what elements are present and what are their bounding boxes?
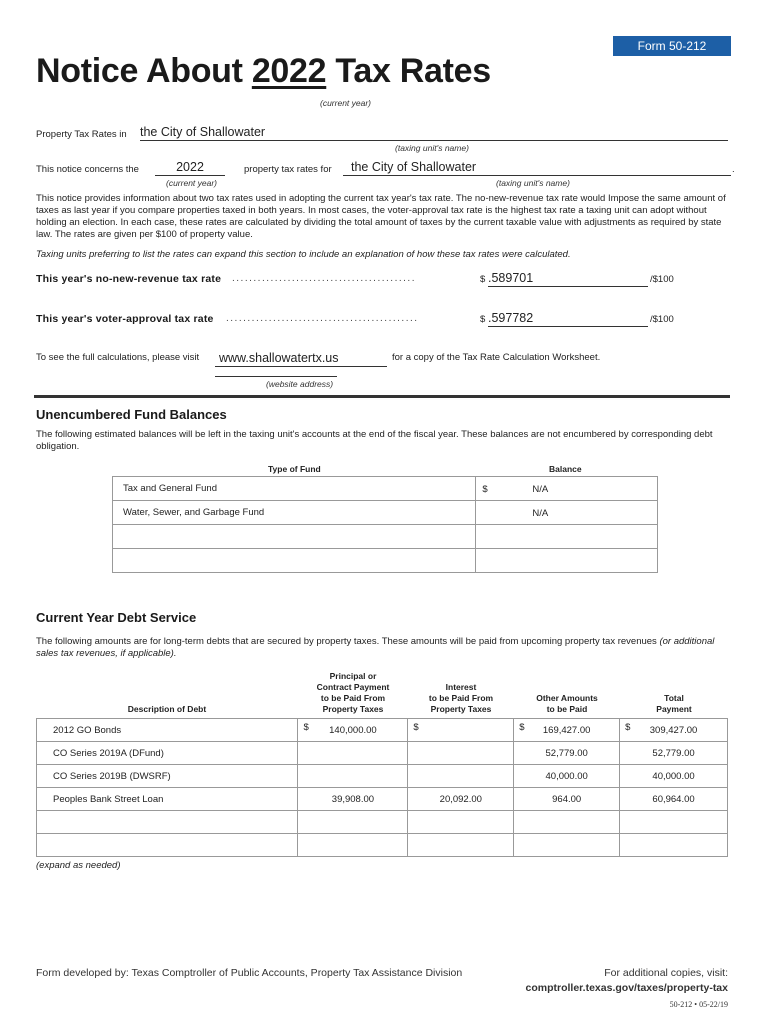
- amount-value: 52,779.00: [652, 747, 695, 759]
- debt-name: Peoples Bank Street Loan: [53, 793, 164, 805]
- section-divider: [34, 395, 730, 398]
- amount-value: 40,000.00: [545, 770, 588, 782]
- fund-balance-cell[interactable]: [476, 477, 658, 501]
- principal-h3: to be Paid From: [320, 693, 386, 703]
- dollar-sign: $: [303, 722, 309, 733]
- website-caption: (website address): [266, 379, 334, 389]
- title-year-caption: (current year): [320, 98, 372, 108]
- explanation-note: Taxing units preferring to list the rates can expand this section to include an explanation of how these tax rates were calculated.: [36, 249, 571, 260]
- debt-name: [43, 840, 53, 851]
- debt-principal-cell[interactable]: [298, 765, 408, 788]
- table-row: [37, 719, 728, 742]
- current-year-field[interactable]: 2022: [155, 160, 225, 176]
- dollar-sign: $: [625, 722, 631, 733]
- col-principal: [298, 671, 408, 715]
- other-h2: to be Paid: [546, 704, 588, 714]
- fund-type-cell[interactable]: [113, 525, 476, 549]
- no-new-revenue-rate-field[interactable]: .589701: [488, 271, 648, 287]
- property-rates-label: Property Tax Rates in: [36, 129, 127, 140]
- col-description-of-debt: Description of Debt: [127, 704, 207, 714]
- footer-credit: Form developed by: Texas Comptroller of Public Accounts, Property Tax Assistance Division: [36, 967, 463, 979]
- debt-interest-cell[interactable]: [408, 765, 514, 788]
- debt-description-cell[interactable]: [37, 719, 298, 742]
- dollar-sign: $: [519, 722, 525, 733]
- table-row: [37, 765, 728, 788]
- debt-total-cell[interactable]: [620, 788, 728, 811]
- debt-total-cell[interactable]: [620, 834, 728, 857]
- total-h1: Total: [664, 693, 684, 703]
- fund-dollar: $: [482, 484, 488, 495]
- fund-type-cell[interactable]: [113, 549, 476, 573]
- table-row: [113, 501, 658, 525]
- debt-interest-cell[interactable]: [408, 742, 514, 765]
- amount-value: 52,779.00: [545, 747, 588, 759]
- debt-description-cell[interactable]: [37, 834, 298, 857]
- voter-approval-per: /$100: [650, 314, 674, 325]
- table-row: [37, 742, 728, 765]
- website-underline-extra: [215, 368, 337, 377]
- debt-service-table: [36, 718, 728, 857]
- debt-principal-cell[interactable]: [298, 834, 408, 857]
- property-tax-rates-for-label: property tax rates for: [244, 164, 332, 175]
- fund-balance-cell[interactable]: [476, 525, 658, 549]
- debt-name: [43, 817, 53, 828]
- voter-approval-dollar: $: [480, 314, 486, 325]
- principal-h4: Property Taxes: [322, 704, 384, 714]
- debt-total-cell[interactable]: [620, 765, 728, 788]
- debt-principal-cell[interactable]: [298, 788, 408, 811]
- debt-other-cell[interactable]: [514, 788, 620, 811]
- table-row: [37, 788, 728, 811]
- amount-value: 20,092.00: [439, 793, 482, 805]
- no-new-revenue-dollar: $: [480, 274, 486, 285]
- table-row: [113, 477, 658, 501]
- debt-total-cell[interactable]: [620, 811, 728, 834]
- debt-principal-cell[interactable]: [298, 742, 408, 765]
- title-suffix: Tax Rates: [326, 52, 491, 90]
- debt-name: CO Series 2019A (DFund): [53, 747, 164, 759]
- amount-value: 39,908.00: [331, 793, 375, 805]
- total-h2: Payment: [656, 704, 692, 714]
- interest-h2: to be Paid From: [428, 693, 494, 703]
- form-number-badge: Form 50-212: [613, 36, 731, 56]
- dollar-sign: $: [413, 722, 419, 733]
- fund-balances-table: [112, 476, 658, 573]
- title-year[interactable]: 2022: [251, 52, 327, 90]
- debt-name: 2012 GO Bonds: [53, 724, 122, 736]
- voter-approval-rate-field[interactable]: .597782: [488, 311, 648, 327]
- voter-approval-leader: .............................................: [226, 313, 419, 324]
- debt-total-cell[interactable]: [620, 742, 728, 765]
- debt-description-cell[interactable]: [37, 788, 298, 811]
- fund-balance-cell[interactable]: [476, 501, 658, 525]
- current-year-caption: (current year): [166, 178, 218, 188]
- fund-balance-cell[interactable]: [476, 549, 658, 573]
- no-new-revenue-per: /$100: [650, 274, 674, 285]
- table-row: [37, 811, 728, 834]
- debt-other-cell[interactable]: [514, 834, 620, 857]
- debt-principal-cell[interactable]: [298, 811, 408, 834]
- website-address-field[interactable]: www.shallowatertx.us: [215, 351, 387, 367]
- amount-value: 140,000.00: [329, 724, 377, 736]
- debt-interest-cell[interactable]: [408, 834, 514, 857]
- no-new-revenue-label: This year's no-new-revenue tax rate: [36, 273, 222, 285]
- table-row: [113, 549, 658, 573]
- voter-approval-label: This year's voter-approval tax rate: [36, 313, 214, 325]
- taxing-unit-name-caption: (taxing unit's name): [395, 143, 469, 153]
- sentence-period: .: [732, 164, 735, 175]
- debt-description-cell[interactable]: [37, 765, 298, 788]
- title-prefix: Notice About: [36, 52, 252, 90]
- fund-type-cell[interactable]: Tax and General Fund: [113, 477, 476, 501]
- debt-service-description: [36, 636, 732, 660]
- page-title: [36, 52, 491, 91]
- website-label: To see the full calculations, please visit: [36, 352, 200, 363]
- debt-desc-plain: The following amounts are for long-term debts that are secured by property taxes. These amounts will be paid from upcoming property tax revenues: [36, 636, 657, 647]
- other-h1: Other Amounts: [536, 693, 598, 703]
- col-other-amounts: [514, 693, 620, 715]
- col-balance: Balance: [549, 464, 582, 474]
- footer-copies-label: For additional copies, visit:: [604, 967, 728, 979]
- taxing-unit-name-field[interactable]: the City of Shallowater: [140, 125, 728, 141]
- fund-type-cell[interactable]: Water, Sewer, and Garbage Fund: [113, 501, 476, 525]
- taxing-unit-caption-2: (taxing unit's name): [496, 178, 570, 188]
- interest-h1: Interest: [445, 682, 477, 692]
- debt-other-cell[interactable]: [514, 719, 620, 742]
- debt-desc-italic: (or additional sales tax revenues, if applicable).: [36, 636, 715, 659]
- form-revision-code: 50-212 • 05-22/19: [669, 1000, 728, 1009]
- expand-note: (expand as needed): [36, 860, 121, 871]
- col-type-of-fund: Type of Fund: [268, 464, 321, 474]
- debt-other-cell[interactable]: [514, 811, 620, 834]
- debt-description-cell[interactable]: [37, 811, 298, 834]
- debt-interest-cell[interactable]: [408, 811, 514, 834]
- fund-balances-heading: Unencumbered Fund Balances: [36, 407, 227, 422]
- amount-value: 169,427.00: [542, 724, 591, 736]
- interest-h3: Property Taxes: [430, 704, 492, 714]
- table-row: [37, 834, 728, 857]
- col-interest: [408, 682, 514, 715]
- no-new-revenue-leader: ...........................................: [232, 273, 416, 284]
- concerns-label: This notice concerns the: [36, 164, 139, 175]
- intro-paragraph: This notice provides information about two tax rates used in adopting the current tax year's tax rate. The no-new-revenue tax rate would Impose the same amount of taxes as last year if you compare properties taxed in both years. In most cases, the voter-approval tax rate is the highest tax rate a taxing unit can adopt without holding an election. In each case, these rates are calculated by dividing the total amount of taxes by the current taxable value with adjustments as required by state law. The rates are given per $100 of property value.: [36, 193, 726, 240]
- debt-principal-cell[interactable]: [298, 719, 408, 742]
- debt-other-cell[interactable]: [514, 765, 620, 788]
- principal-h2: Contract Payment: [316, 682, 390, 692]
- principal-h1: Principal or: [329, 671, 377, 681]
- debt-total-cell[interactable]: [620, 719, 728, 742]
- amount-value: 40,000.00: [652, 770, 695, 782]
- fund-balance-value: N/A: [532, 484, 549, 495]
- debt-interest-cell[interactable]: [408, 719, 514, 742]
- amount-value: 60,964.00: [652, 793, 695, 805]
- debt-description-cell[interactable]: [37, 742, 298, 765]
- fund-balances-description: The following estimated balances will be left in the taxing unit's accounts at the end of the fiscal year. These balances are not encumbered by corresponding debt obligation.: [36, 429, 713, 452]
- amount-value: 964.00: [552, 793, 582, 805]
- debt-other-cell[interactable]: [514, 742, 620, 765]
- debt-interest-cell[interactable]: [408, 788, 514, 811]
- footer-copies-url[interactable]: comptroller.texas.gov/taxes/property-tax: [525, 982, 728, 994]
- taxing-unit-field-2[interactable]: the City of Shallowater: [343, 160, 731, 176]
- col-total-payment: [620, 693, 728, 715]
- fund-balance-value: N/A: [532, 508, 549, 519]
- debt-name: CO Series 2019B (DWSRF): [53, 770, 171, 782]
- table-row: [113, 525, 658, 549]
- debt-service-heading: Current Year Debt Service: [36, 610, 197, 625]
- worksheet-suffix: for a copy of the Tax Rate Calculation Worksheet.: [392, 352, 601, 363]
- amount-value: 309,427.00: [649, 724, 698, 736]
